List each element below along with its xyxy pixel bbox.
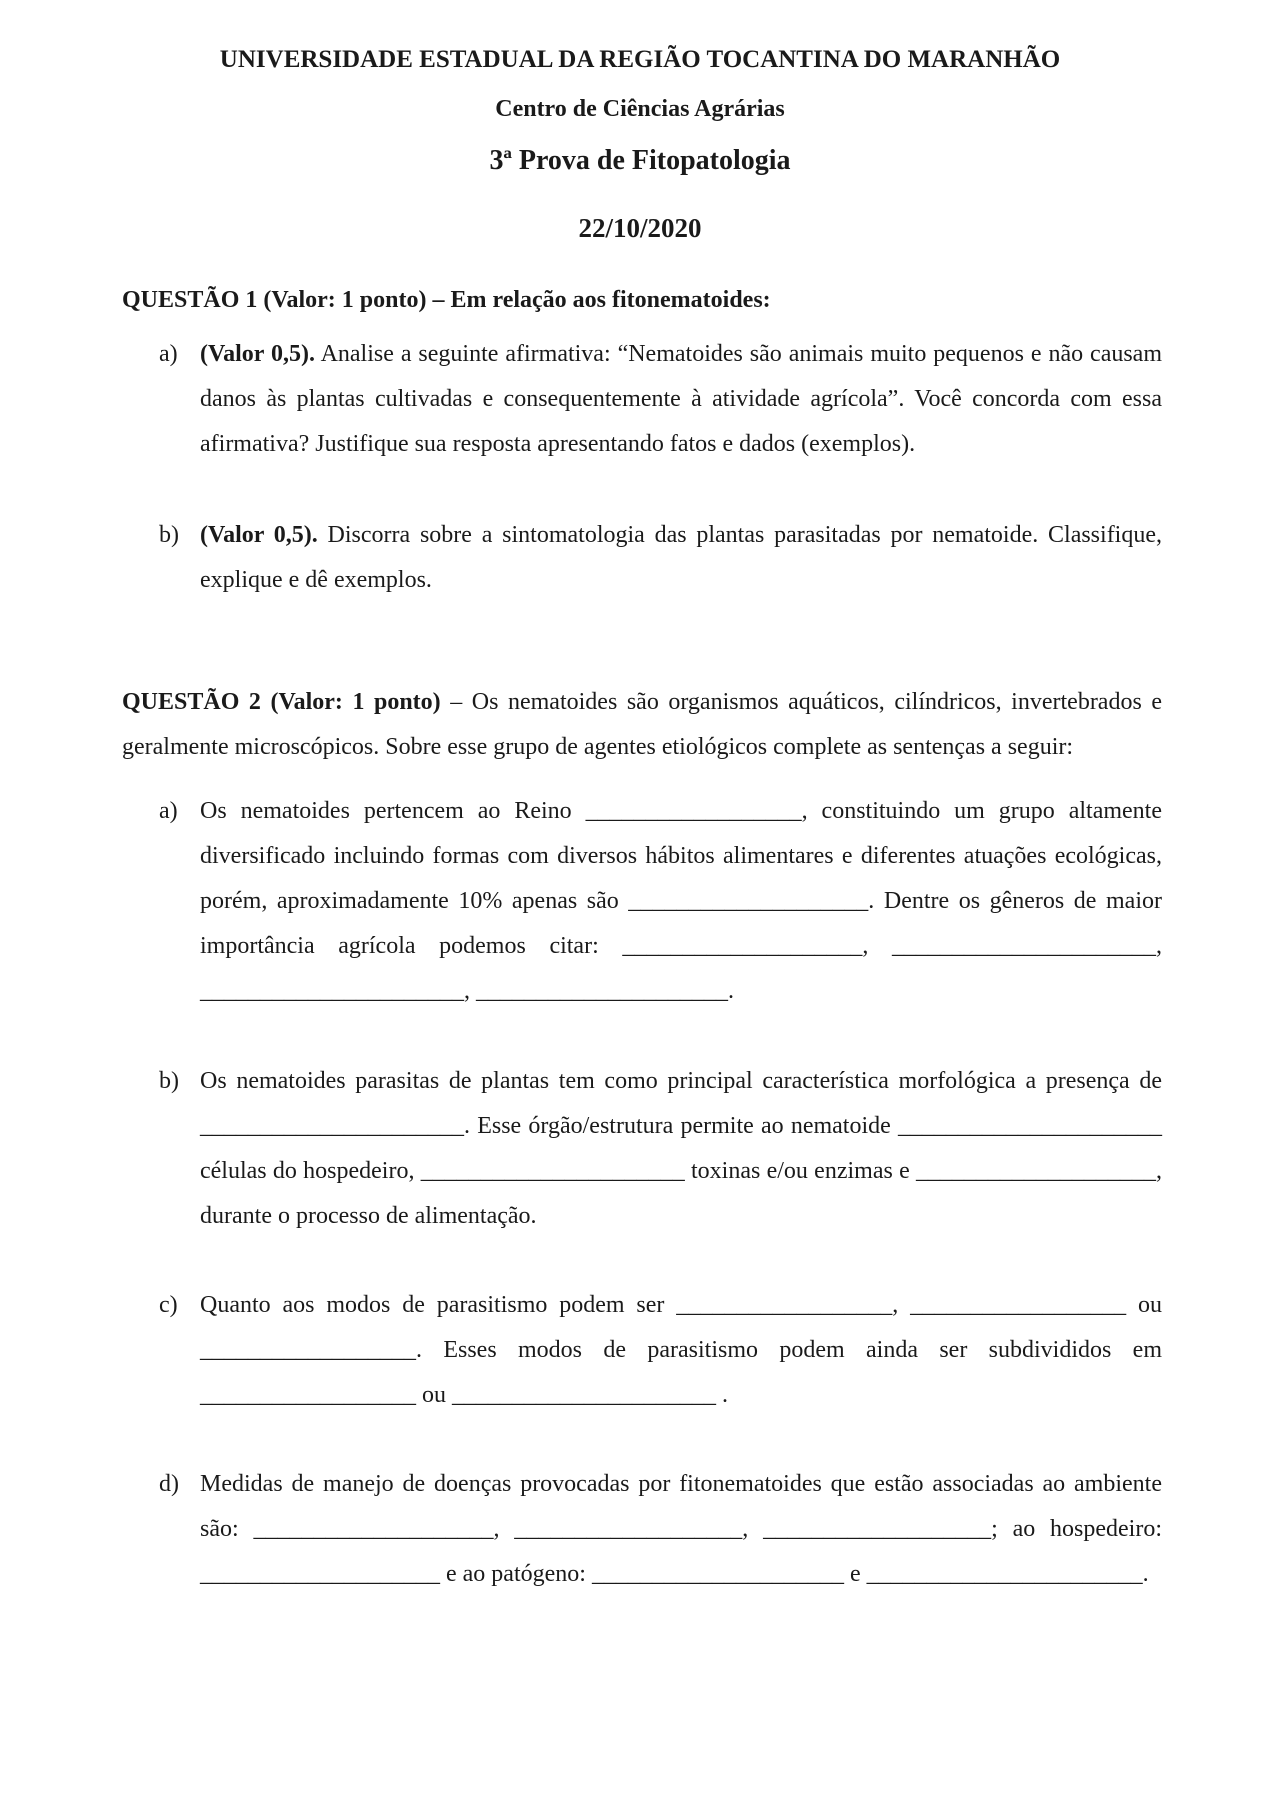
exam-title: 3ª Prova de Fitopatologia [489,145,791,176]
item-text: Os nematoides pertencem ao Reino __________________, constituindo um grupo altamente diversificado incluindo formas com diversos hábitos alimentares e diferentes atuações ecológicas, porém, aproximadamente 10% apenas são ____________________. Dentre os gêneros de maior importância agrícola podemos citar: ____________________, ______________________, ______________________, _____________________. [200,798,1162,1004]
question-2-heading-bold: QUESTÃO 2 (Valor: 1 ponto) [122,689,441,715]
question-2-item-d [122,1462,1162,1597]
exam-date: 22/10/2020 [578,213,702,243]
item-letter: b) [159,1068,179,1094]
item-body [200,513,1162,603]
item-letter: a) [159,798,178,824]
question-1-item-a [122,332,1162,467]
item-value-label: (Valor 0,5). [200,522,318,548]
question-1-item-b [122,513,1162,603]
question-1-heading [122,278,1162,323]
item-text: Medidas de manejo de doenças provocadas por fitonematoides que estão associadas ao ambiente são: ____________________, ___________________, ___________________; ao hospedeiro: ____________________ e ao patógeno: _____________________ e _______________________. [200,1471,1162,1587]
item-text: Quanto aos modos de parasitismo podem ser __________________, __________________ ou __________________. Esses modos de parasitismo podem ainda ser subdivididos em __________________ ou ______________________ . [200,1292,1162,1408]
question-2-item-b [122,1059,1162,1239]
question-2-item-c [122,1283,1162,1418]
item-text: Os nematoides parasitas de plantas tem como principal característica morfológica a presença de ______________________. Esse órgão/estrutura permite ao nematoide ______________________ células do hospedeiro, ______________________ toxinas e/ou enzimas e ____________________, durante o processo de alimentação. [200,1068,1162,1229]
question-2-item-a [122,789,1162,1014]
center-name: Centro de Ciências Agrárias [495,96,785,122]
item-letter: b) [159,522,179,548]
item-letter: a) [159,341,178,367]
university-name: UNIVERSIDADE ESTADUAL DA REGIÃO TOCANTINA DO MARANHÃO [219,46,1061,73]
question-2-heading-text: – Os nematoides são organismos aquáticos, cilíndricos, invertebrados e geralmente microscópicos. Sobre esse grupo de agentes etiológicos complete as sentenças a seguir: [122,689,1162,760]
question-2-heading [122,680,1162,770]
item-letter: d) [159,1471,179,1497]
item-value-label: (Valor 0,5). [200,341,315,367]
item-letter: c) [159,1292,178,1318]
question-1-heading-text: QUESTÃO 1 (Valor: 1 ponto) – Em relação aos fitonematoides: [122,287,771,313]
item-body [200,332,1162,467]
item-text: Discorra sobre a sintomatologia das plantas parasitadas por nematoide. Classifique, explique e dê exemplos. [200,522,1163,593]
item-text: Analise a seguinte afirmativa: “Nematoides são animais muito pequenos e não causam danos às plantas cultivadas e consequentemente à atividade agrícola”. Você concorda com essa afirmativa? Justifique sua resposta apresentando fatos e dados (exemplos). [200,341,1163,457]
